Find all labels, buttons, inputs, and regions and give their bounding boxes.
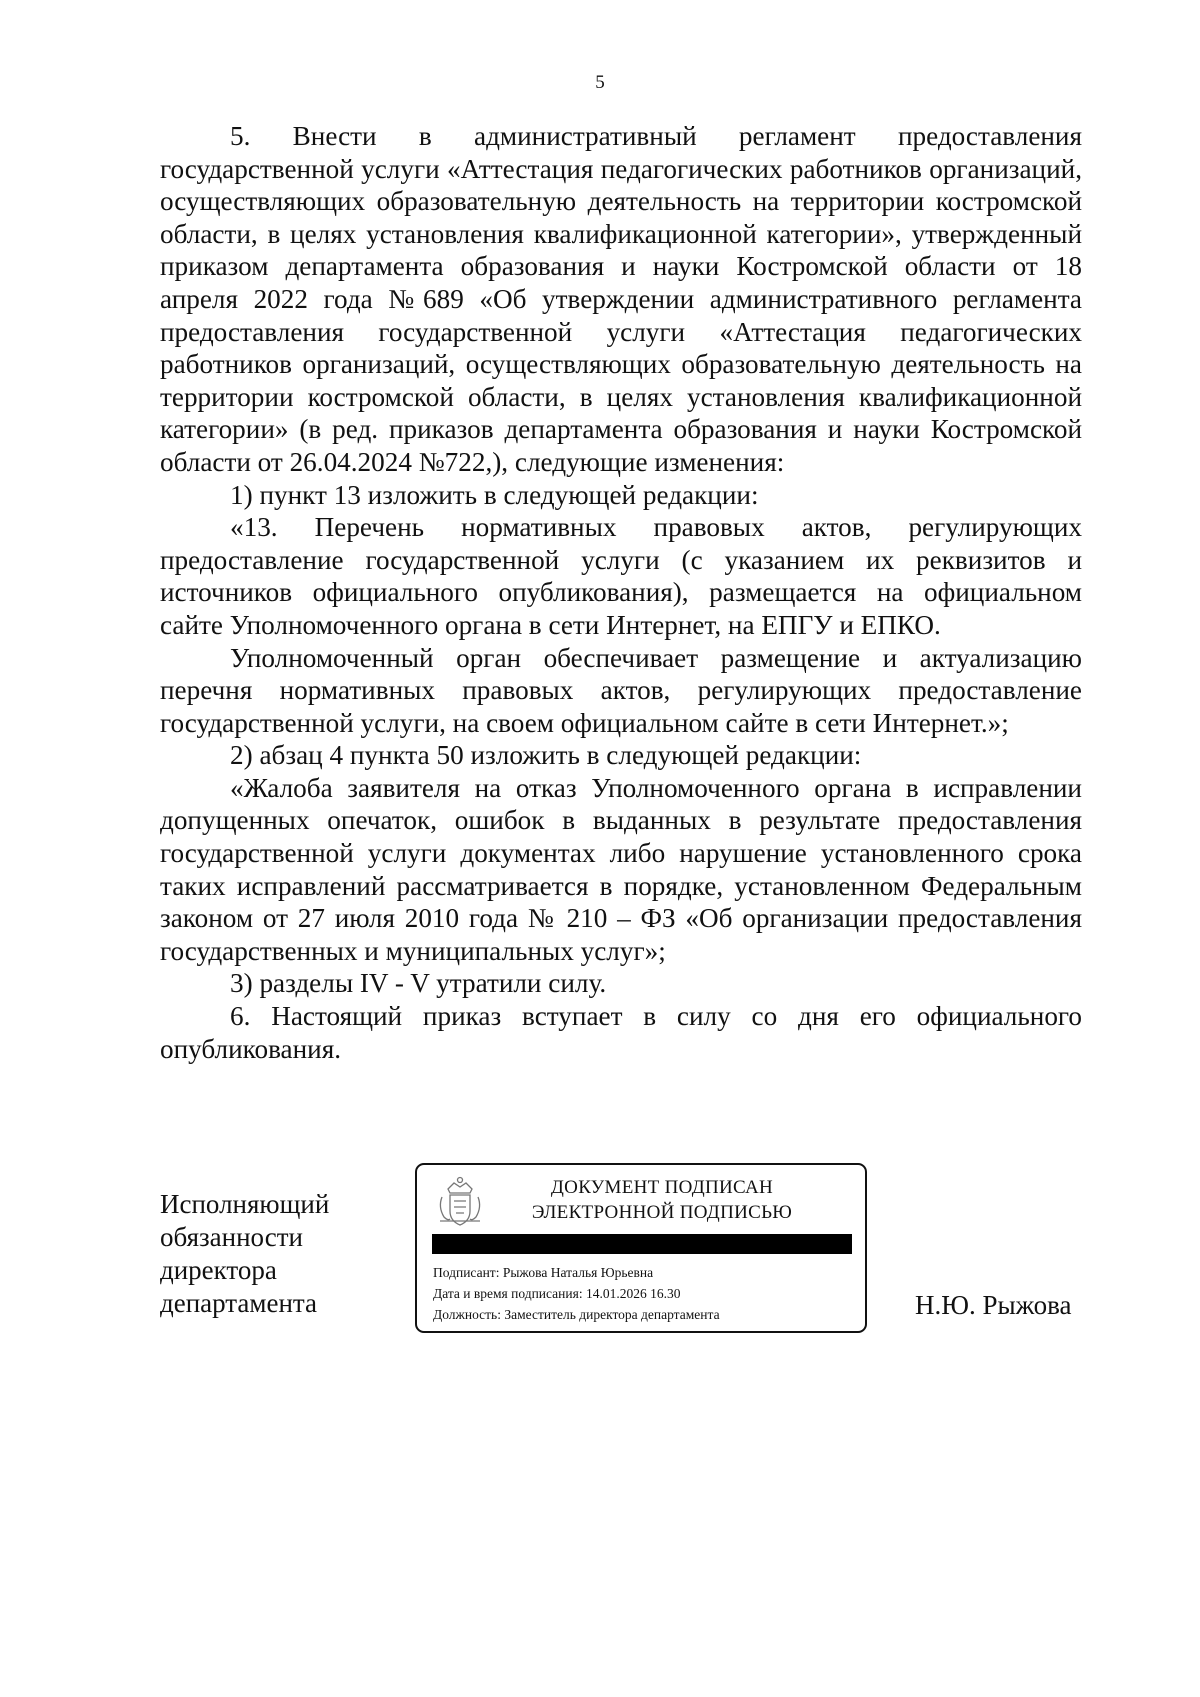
stamp-title [517, 1175, 807, 1225]
certificate-redaction-bar [432, 1234, 852, 1254]
paragraph-quote-13-cont: Уполномоченный орган обеспечивает размещение и актуализацию перечня нормативных правовых актов, регулирующих предоставление государственной услуги, на своем официальном сайте в сети Интернет.»; [160, 642, 1082, 738]
paragraph-subitem-3: 3) разделы IV - V утратили силу. [230, 968, 607, 999]
signatory-position-line: директора [160, 1255, 277, 1285]
paragraph-quote-13: «13. Перечень нормативных правовых актов, регулирующих предоставление государственной услуги (с указанием их реквизитов и источников официального опубликования), размещается на официальном сайте Уполномоченного органа в сети Интернет, на ЕПГУ и ЕПКО. [160, 512, 1082, 640]
page-number: 5 [595, 72, 605, 93]
stamp-signer: Подписант: Рыжова Наталья Юрьевна [433, 1265, 654, 1280]
stamp-title-line: ЭЛЕКТРОННОЙ ПОДПИСЬЮ [531, 1202, 793, 1223]
stamp-details [433, 1262, 720, 1325]
electronic-signature-stamp [415, 1163, 867, 1333]
document-body [160, 120, 1082, 1065]
paragraph-subitem-1: 1) пункт 13 изложить в следующей редакции: [230, 479, 759, 510]
paragraph-subitem-2: 2) абзац 4 пункта 50 изложить в следующей редакции: [230, 740, 862, 771]
paragraph-item-5: 5. Внести в административный регламент предоставления государственной услуги «Аттестация педагогических работников организаций, осуществляющих образовательную деятельность на территории костромской области, в целях установления квалификационной категории», утвержденный приказом департамента образования и науки Костромской области от 18 апреля 2022 года №689 «Об утверждении административного регламента предоставления государственной услуги «Аттестация педагогических работников организаций, осуществляющих образовательную деятельность на территории костромской области, в целях установления квалификационной категории» (в ред. приказов департамента образования и науки Костромской области от 26.04.2024 №722,), следующие изменения: [160, 121, 1082, 477]
stamp-datetime: Дата и время подписания: 14.01.2026 16.30 [433, 1286, 681, 1301]
signer-name: Н.Ю. Рыжова [915, 1290, 1072, 1320]
stamp-position: Должность: Заместитель директора департамента [433, 1307, 720, 1322]
paragraph-quote-complaint: «Жалоба заявителя на отказ Уполномоченного органа в исправлении допущенных опечаток, ошибок в выданных в результате предоставления государственной услуги документах либо нарушение установленного срока таких исправлений рассматривается в порядке, установленном Федеральным законом от 27 июля 2010 года № 210 – ФЗ «Об организации предоставления государственных и муниципальных услуг»; [160, 772, 1082, 966]
coat-of-arms-icon [434, 1175, 486, 1229]
signatory-position [160, 1188, 360, 1320]
paragraph-item-6: 6. Настоящий приказ вступает в силу со дня его официального опубликования. [160, 1001, 1082, 1064]
signatory-position-line: Исполняющий [160, 1189, 330, 1219]
signatory-position-line: департамента [160, 1288, 318, 1318]
stamp-title-line: ДОКУМЕНТ ПОДПИСАН [550, 1177, 774, 1198]
signatory-position-line: обязанности [160, 1222, 303, 1252]
